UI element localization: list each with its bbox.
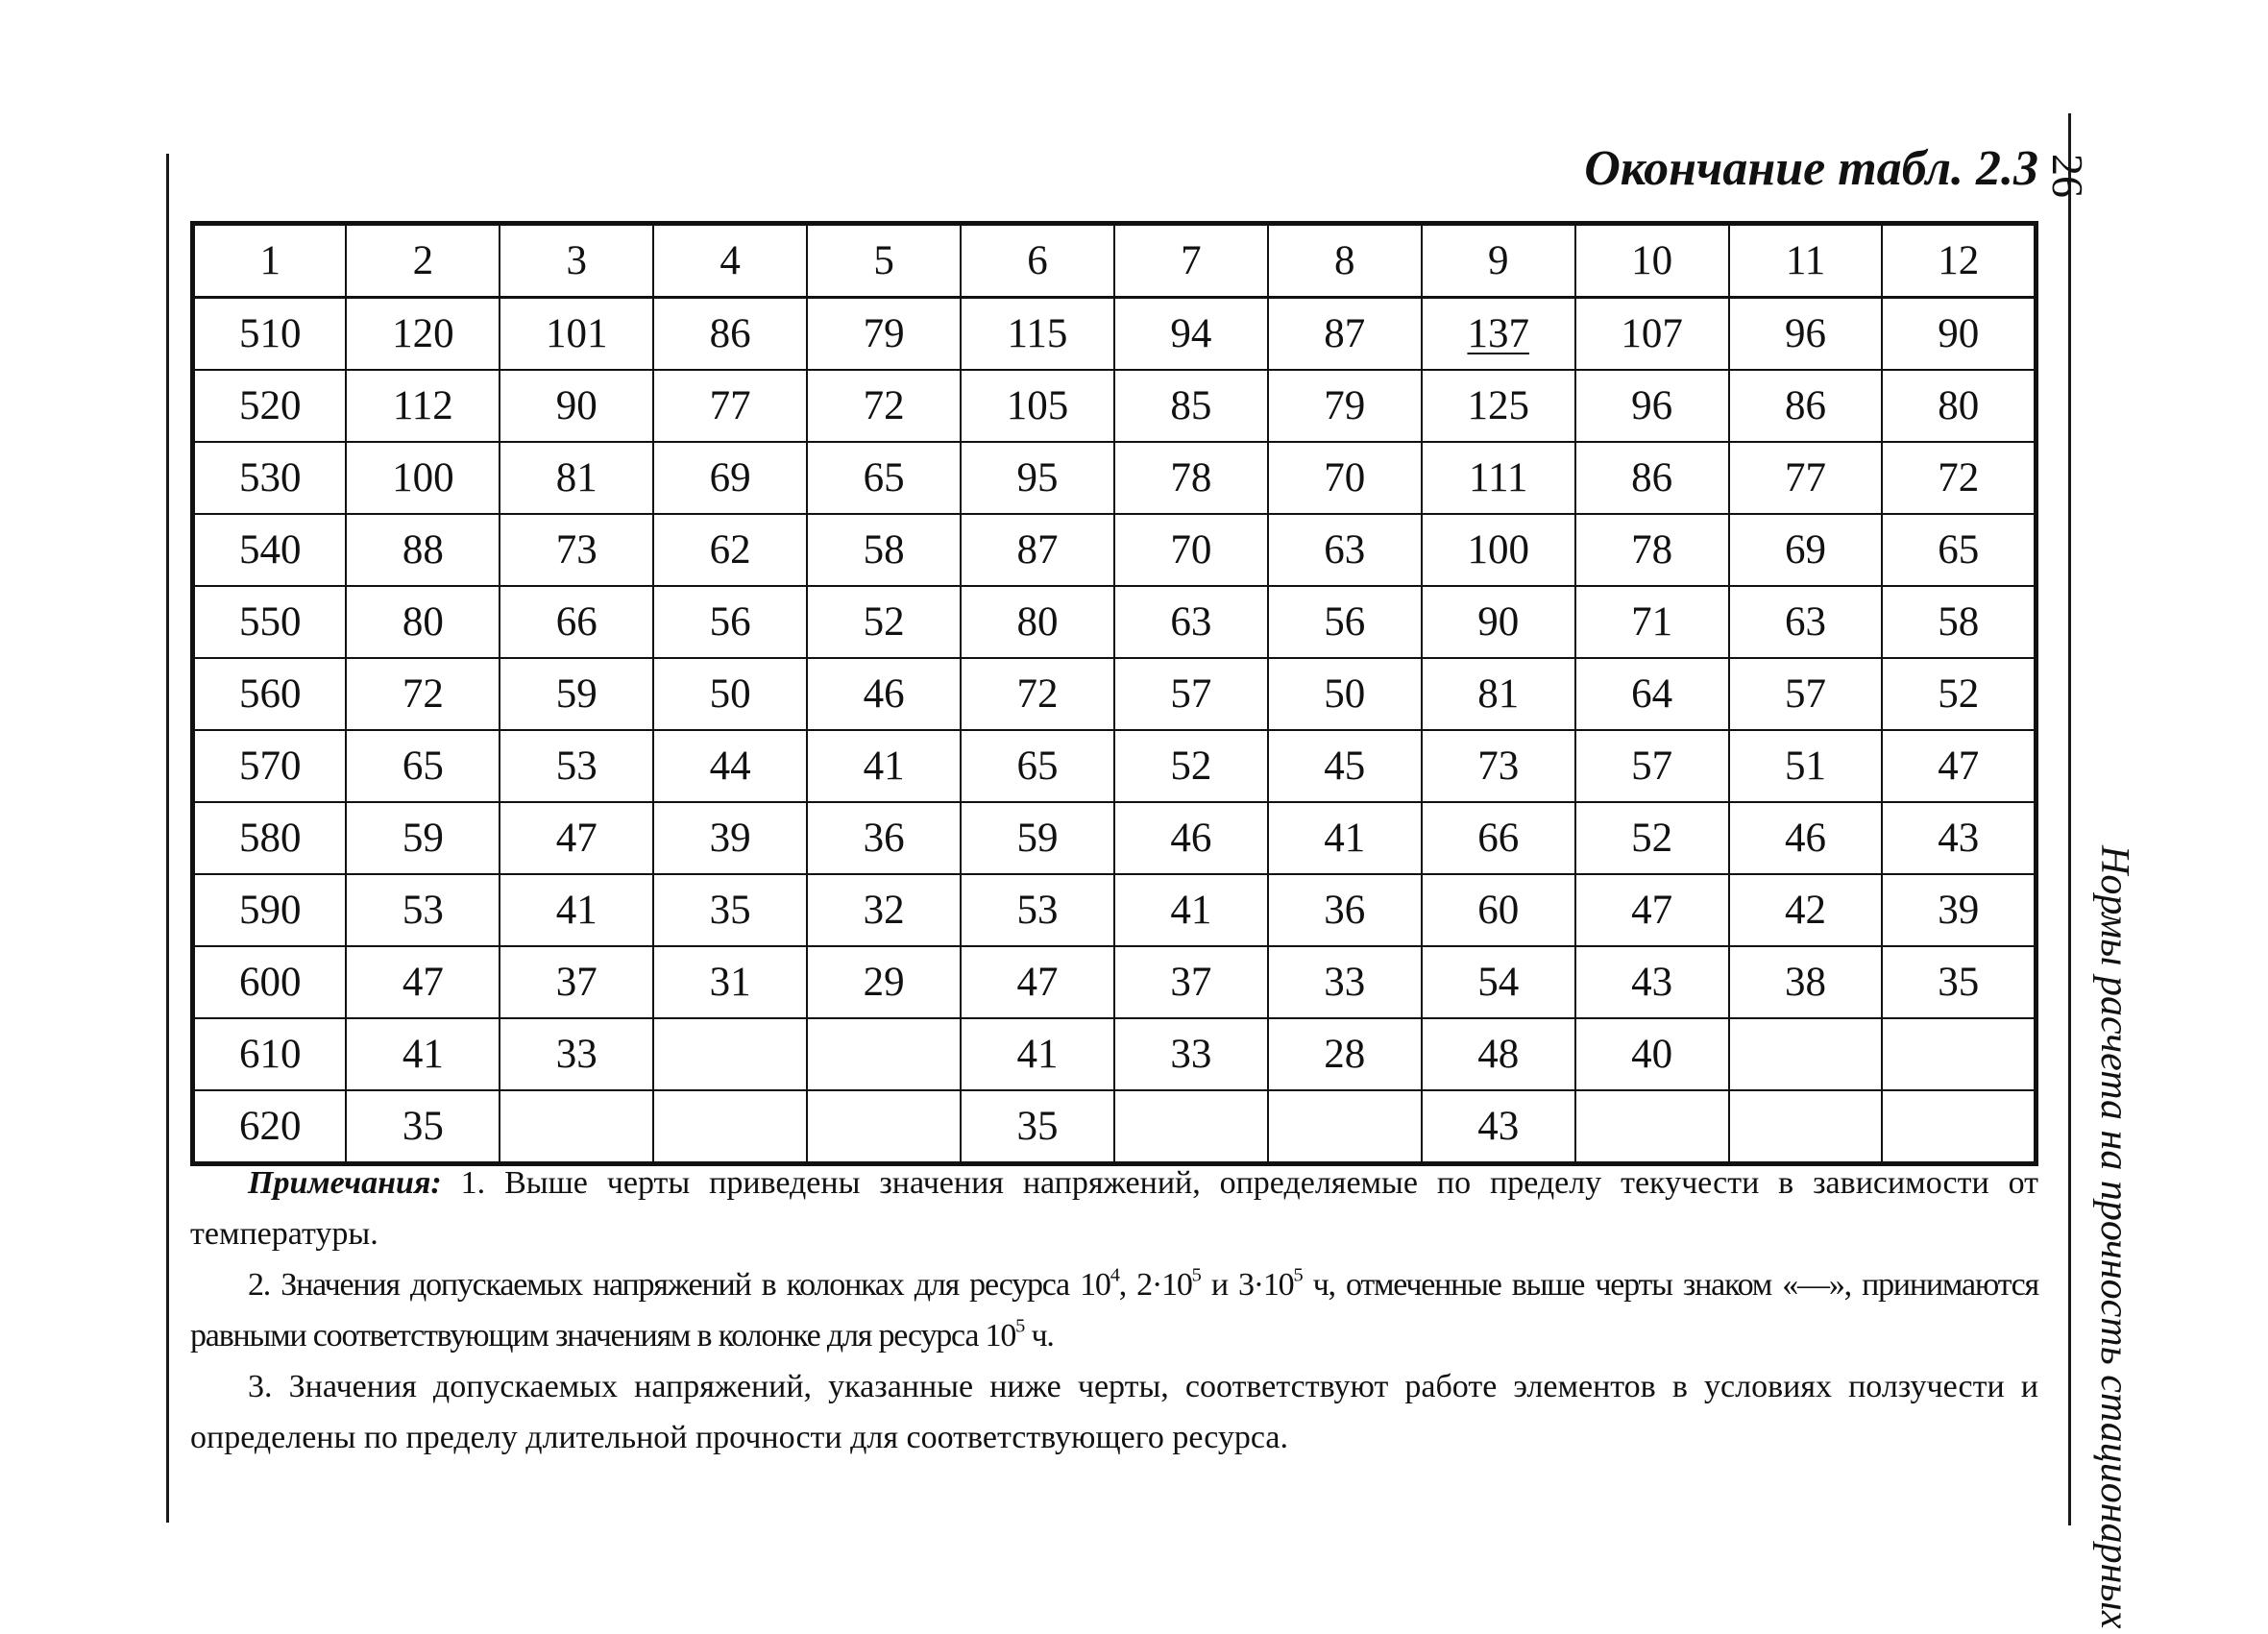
temperature-cell: 570 xyxy=(193,730,347,802)
stress-cell: 105 xyxy=(961,370,1114,442)
stress-cell: 40 xyxy=(1575,1018,1729,1090)
stress-cell: 77 xyxy=(1729,442,1883,514)
notes-label: Примечания: xyxy=(248,1165,442,1201)
stress-cell: 53 xyxy=(346,874,500,946)
stress-cell: 47 xyxy=(961,946,1114,1018)
table-row xyxy=(193,298,2036,371)
column-header: 12 xyxy=(1882,224,2036,298)
stress-table xyxy=(190,221,2038,1166)
stress-cell: 41 xyxy=(346,1018,500,1090)
running-head: Нормы расчета на прочность стационарных xyxy=(2092,845,2136,1629)
column-header: 1 xyxy=(193,224,347,298)
stress-cell xyxy=(1882,1018,2036,1090)
stress-cell: 41 xyxy=(1268,802,1422,874)
column-header: 11 xyxy=(1729,224,1883,298)
stress-cell: 32 xyxy=(807,874,961,946)
stress-cell: 86 xyxy=(1575,442,1729,514)
stress-cell xyxy=(500,1090,653,1164)
stress-cell: 80 xyxy=(1882,370,2036,442)
notes-block xyxy=(190,1158,2038,1463)
stress-cell: 96 xyxy=(1575,370,1729,442)
note-1-text: 1. Выше черты приведены значения напряжений, определяемые по пределу текучести в зависимости от температуры. xyxy=(190,1165,2038,1252)
note-3: 3. Значения допускаемых напряжений, указанные ниже черты, соответствуют работе элементов в условиях ползучести и определены по пределу длительной прочности для соответствующего ресурса. xyxy=(190,1369,2038,1455)
table-row xyxy=(193,658,2036,730)
stress-cell xyxy=(653,1090,807,1164)
stress-cell xyxy=(1575,1090,1729,1164)
stress-cell: 47 xyxy=(1882,730,2036,802)
column-header: 10 xyxy=(1575,224,1729,298)
stress-cell: 33 xyxy=(1114,1018,1268,1090)
stress-cell: 107 xyxy=(1575,298,1729,371)
table-row xyxy=(193,730,2036,802)
stress-cell: 79 xyxy=(1268,370,1422,442)
stress-cell: 87 xyxy=(961,514,1114,586)
stress-cell: 115 xyxy=(961,298,1114,371)
left-margin-rule xyxy=(166,154,169,1523)
column-header: 4 xyxy=(653,224,807,298)
stress-cell: 35 xyxy=(346,1090,500,1164)
stress-cell: 44 xyxy=(653,730,807,802)
stress-cell: 47 xyxy=(500,802,653,874)
stress-cell: 46 xyxy=(1114,802,1268,874)
stress-cell: 72 xyxy=(961,658,1114,730)
stress-cell: 90 xyxy=(1882,298,2036,371)
table-row xyxy=(193,946,2036,1018)
stress-cell xyxy=(1268,1090,1422,1164)
note-2-exponent-c: 5 xyxy=(1293,1264,1303,1286)
note-2-text-c: и 3·10 xyxy=(1200,1267,1294,1303)
stress-cell: 45 xyxy=(1268,730,1422,802)
table-row xyxy=(193,1018,2036,1090)
stress-cell: 41 xyxy=(961,1018,1114,1090)
temperature-cell: 590 xyxy=(193,874,347,946)
stress-cell: 87 xyxy=(1268,298,1422,371)
stress-cell: 43 xyxy=(1422,1090,1575,1164)
column-header: 3 xyxy=(500,224,653,298)
stress-cell: 80 xyxy=(346,586,500,658)
stress-cell xyxy=(1422,298,1575,371)
stress-cell: 41 xyxy=(1114,874,1268,946)
stress-cell: 90 xyxy=(500,370,653,442)
stress-cell: 41 xyxy=(500,874,653,946)
stress-cell: 53 xyxy=(961,874,1114,946)
stress-cell: 58 xyxy=(1882,586,2036,658)
page-number: 26 xyxy=(2043,154,2092,198)
stress-cell: 78 xyxy=(1114,442,1268,514)
note-2-exponent-d: 5 xyxy=(1015,1315,1025,1337)
table-row xyxy=(193,370,2036,442)
stress-cell: 50 xyxy=(653,658,807,730)
column-header: 2 xyxy=(346,224,500,298)
stress-cell xyxy=(1729,1018,1883,1090)
stress-cell: 33 xyxy=(500,1018,653,1090)
stress-cell: 59 xyxy=(346,802,500,874)
temperature-cell: 540 xyxy=(193,514,347,586)
stress-cell: 95 xyxy=(961,442,1114,514)
stress-cell xyxy=(1882,1090,2036,1164)
stress-cell: 57 xyxy=(1114,658,1268,730)
stress-cell: 112 xyxy=(346,370,500,442)
table-row xyxy=(193,1090,2036,1164)
note-2-text-b: , 2·10 xyxy=(1118,1267,1192,1303)
stress-cell xyxy=(1729,1090,1883,1164)
stress-cell xyxy=(807,1018,961,1090)
stress-cell: 50 xyxy=(1268,658,1422,730)
stress-cell: 120 xyxy=(346,298,500,371)
table-caption: Окончание табл. 2.3 xyxy=(1584,141,2038,196)
column-header: 9 xyxy=(1422,224,1575,298)
stress-cell: 111 xyxy=(1422,442,1575,514)
stress-cell: 39 xyxy=(653,802,807,874)
stress-cell: 78 xyxy=(1575,514,1729,586)
stress-cell: 96 xyxy=(1729,298,1883,371)
stress-cell: 52 xyxy=(1882,658,2036,730)
table-row xyxy=(193,514,2036,586)
temperature-cell: 610 xyxy=(193,1018,347,1090)
note-2-exponent-b: 5 xyxy=(1191,1264,1201,1286)
stress-cell: 57 xyxy=(1729,658,1883,730)
column-header: 5 xyxy=(807,224,961,298)
stress-cell: 56 xyxy=(1268,586,1422,658)
stress-cell: 65 xyxy=(961,730,1114,802)
temperature-cell: 600 xyxy=(193,946,347,1018)
stress-cell: 86 xyxy=(1729,370,1883,442)
stress-cell: 35 xyxy=(1882,946,2036,1018)
stress-cell: 35 xyxy=(961,1090,1114,1164)
stress-cell: 69 xyxy=(1729,514,1883,586)
stress-cell: 66 xyxy=(500,586,653,658)
stress-cell: 71 xyxy=(1575,586,1729,658)
stress-cell: 100 xyxy=(1422,514,1575,586)
stress-cell: 63 xyxy=(1729,586,1883,658)
stress-cell: 70 xyxy=(1268,442,1422,514)
stress-cell: 36 xyxy=(1268,874,1422,946)
stress-cell: 51 xyxy=(1729,730,1883,802)
stress-cell: 52 xyxy=(1114,730,1268,802)
stress-cell: 70 xyxy=(1114,514,1268,586)
stress-cell xyxy=(653,1018,807,1090)
stress-cell: 31 xyxy=(653,946,807,1018)
stress-cell: 53 xyxy=(500,730,653,802)
note-1 xyxy=(190,1158,2038,1259)
stress-cell: 59 xyxy=(500,658,653,730)
stress-cell: 46 xyxy=(1729,802,1883,874)
temperature-cell: 520 xyxy=(193,370,347,442)
stress-cell: 85 xyxy=(1114,370,1268,442)
stress-cell: 48 xyxy=(1422,1018,1575,1090)
note-2-exponent-a: 4 xyxy=(1110,1264,1119,1286)
table-row xyxy=(193,442,2036,514)
stress-cell: 94 xyxy=(1114,298,1268,371)
stress-cell: 64 xyxy=(1575,658,1729,730)
stress-cell: 35 xyxy=(653,874,807,946)
stress-cell xyxy=(807,1090,961,1164)
stress-cell: 125 xyxy=(1422,370,1575,442)
stress-cell: 47 xyxy=(346,946,500,1018)
stress-cell: 65 xyxy=(807,442,961,514)
stress-cell: 39 xyxy=(1882,874,2036,946)
table-row xyxy=(193,802,2036,874)
stress-cell: 81 xyxy=(1422,658,1575,730)
stress-cell: 72 xyxy=(807,370,961,442)
stress-cell: 100 xyxy=(346,442,500,514)
temperature-cell: 550 xyxy=(193,586,347,658)
stress-cell: 56 xyxy=(653,586,807,658)
stress-cell: 79 xyxy=(807,298,961,371)
stress-cell: 47 xyxy=(1575,874,1729,946)
stress-cell: 57 xyxy=(1575,730,1729,802)
stress-cell: 42 xyxy=(1729,874,1883,946)
stress-cell: 58 xyxy=(807,514,961,586)
table-row xyxy=(193,586,2036,658)
stress-cell: 38 xyxy=(1729,946,1883,1018)
stress-cell: 101 xyxy=(500,298,653,371)
column-header: 7 xyxy=(1114,224,1268,298)
stress-cell xyxy=(1114,1090,1268,1164)
stress-cell: 33 xyxy=(1268,946,1422,1018)
stress-cell: 77 xyxy=(653,370,807,442)
temperature-cell: 620 xyxy=(193,1090,347,1164)
stress-cell: 63 xyxy=(1114,586,1268,658)
stress-cell: 59 xyxy=(961,802,1114,874)
stress-cell: 88 xyxy=(346,514,500,586)
table-body xyxy=(193,224,2036,1164)
temperature-cell: 530 xyxy=(193,442,347,514)
note-2-text-e: ч. xyxy=(1024,1318,1054,1354)
stress-cell: 36 xyxy=(807,802,961,874)
table-header-row xyxy=(193,224,2036,298)
stress-cell: 73 xyxy=(500,514,653,586)
temperature-cell: 580 xyxy=(193,802,347,874)
stress-cell: 72 xyxy=(1882,442,2036,514)
note-2-text-a: 2. Значения допускаемых напряжений в колонках для ресурса 10 xyxy=(248,1267,1110,1303)
note-2-text-d: ч, отмеченные выше черты знаком «—», принимаются равными соответствующим значениям в колонке для ресурса 10 xyxy=(190,1267,2038,1354)
table-row xyxy=(193,874,2036,946)
stress-cell: 69 xyxy=(653,442,807,514)
stress-cell: 81 xyxy=(500,442,653,514)
column-header: 8 xyxy=(1268,224,1422,298)
stress-cell: 37 xyxy=(1114,946,1268,1018)
stress-cell: 66 xyxy=(1422,802,1575,874)
temperature-cell: 510 xyxy=(193,298,347,371)
stress-cell: 28 xyxy=(1268,1018,1422,1090)
stress-cell: 62 xyxy=(653,514,807,586)
underlined-value: 137 xyxy=(1467,311,1529,356)
stress-cell: 80 xyxy=(961,586,1114,658)
stress-cell: 52 xyxy=(1575,802,1729,874)
right-margin-rule xyxy=(2068,113,2071,1525)
note-2 xyxy=(190,1259,2038,1361)
stress-cell: 43 xyxy=(1882,802,2036,874)
stress-cell: 29 xyxy=(807,946,961,1018)
stress-cell: 46 xyxy=(807,658,961,730)
stress-cell: 73 xyxy=(1422,730,1575,802)
stress-cell: 52 xyxy=(807,586,961,658)
stress-cell: 90 xyxy=(1422,586,1575,658)
stress-cell: 65 xyxy=(1882,514,2036,586)
stress-cell: 41 xyxy=(807,730,961,802)
stress-cell: 72 xyxy=(346,658,500,730)
stress-cell: 60 xyxy=(1422,874,1575,946)
stress-cell: 43 xyxy=(1575,946,1729,1018)
stress-cell: 86 xyxy=(653,298,807,371)
stress-cell: 65 xyxy=(346,730,500,802)
stress-cell: 54 xyxy=(1422,946,1575,1018)
temperature-cell: 560 xyxy=(193,658,347,730)
stress-cell: 37 xyxy=(500,946,653,1018)
stress-cell: 63 xyxy=(1268,514,1422,586)
column-header: 6 xyxy=(961,224,1114,298)
